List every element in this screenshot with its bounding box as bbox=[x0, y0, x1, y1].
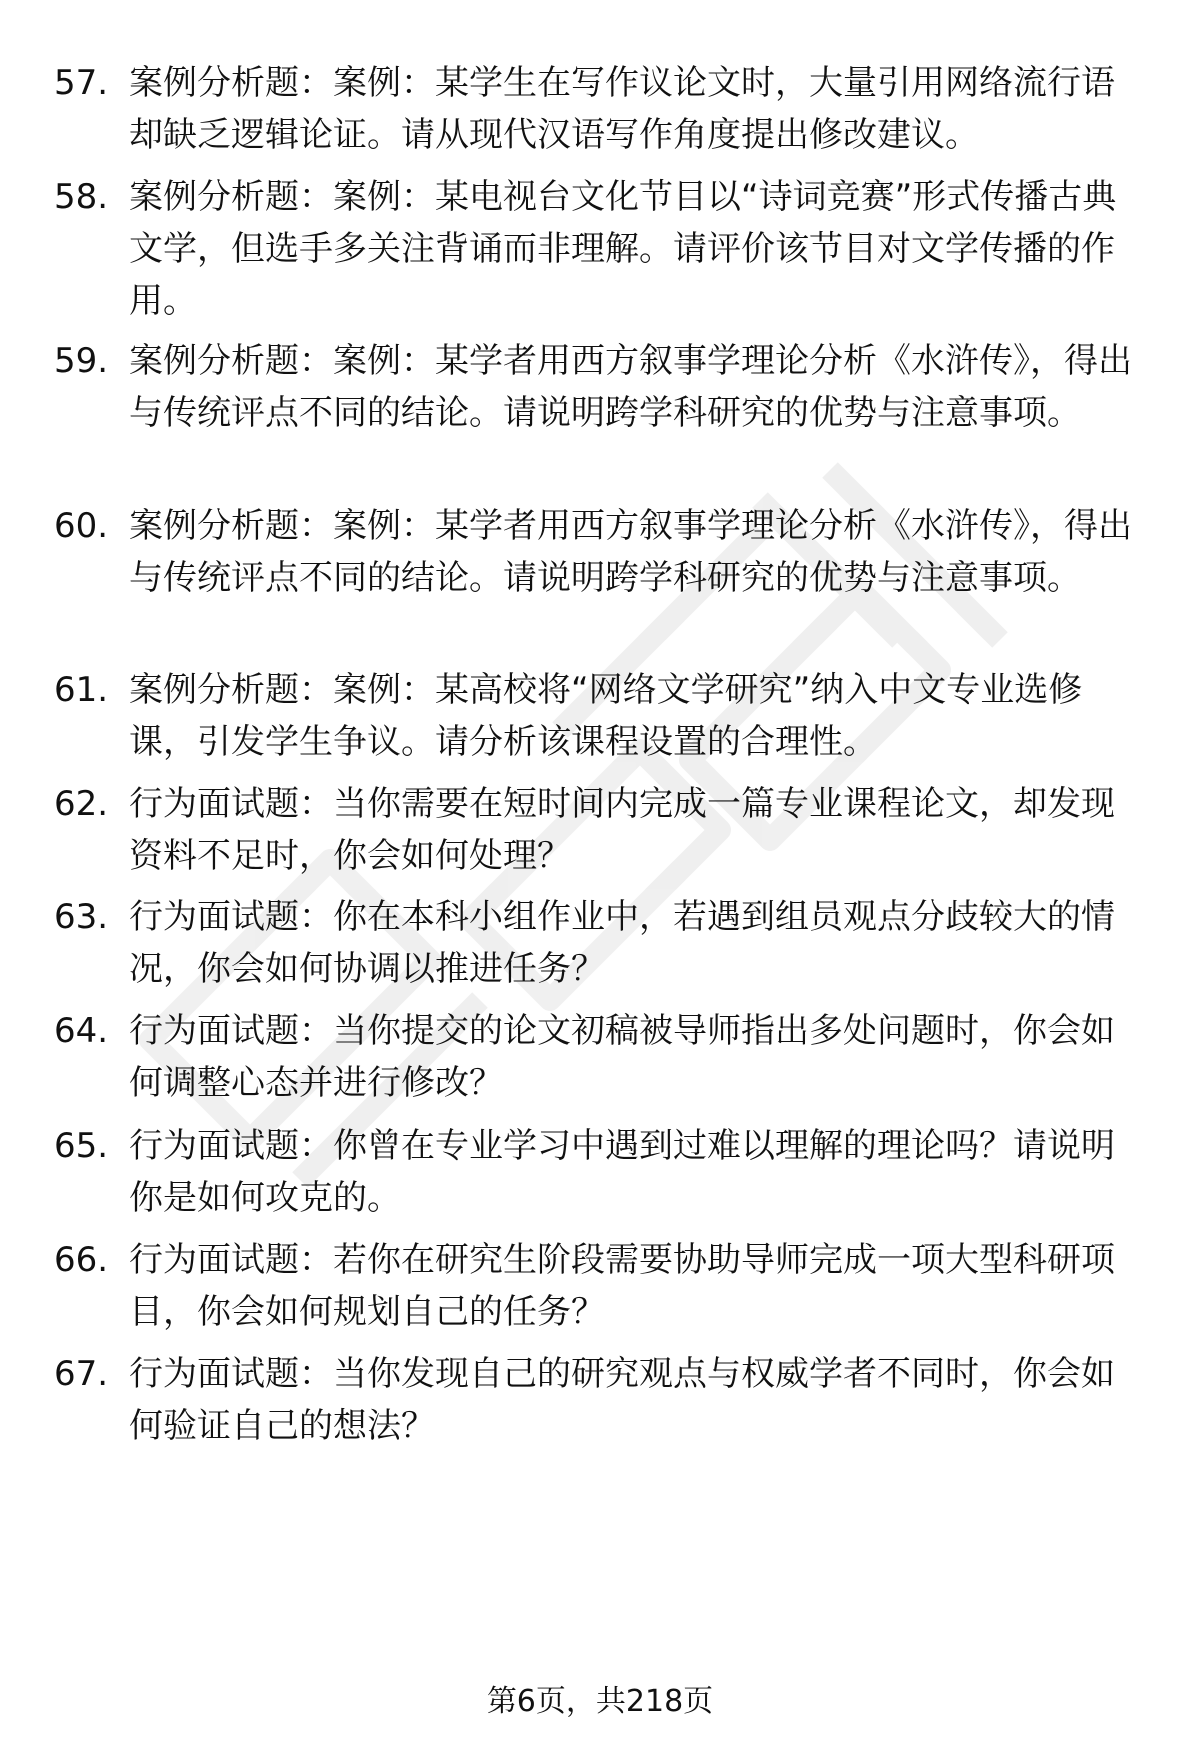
question-text: 案例分析题：案例：某学者用西方叙事学理论分析《水浒传》，得出与传统评点不同的结论。请说明跨学科研究的优势与注意事项。 bbox=[129, 506, 1132, 598]
question-text: 行为面试题：当你发现自己的研究观点与权威学者不同时，你会如何验证自己的想法？ bbox=[129, 1354, 1115, 1446]
page-number-footer: 第6页，共218页 bbox=[486, 1684, 714, 1719]
question-text: 行为面试题：当你需要在短时间内完成一篇专业课程论文，却发现资料不足时，你会如何处理？ bbox=[129, 784, 1115, 876]
question-number: 64. bbox=[54, 1011, 109, 1051]
question-text: 案例分析题：案例：某学生在写作议论文时，大量引用网络流行语却缺乏逻辑论证。请从现代汉语写作角度提出修改建议。 bbox=[129, 63, 1115, 155]
question-number: 60. bbox=[54, 506, 109, 546]
question-number: 67. bbox=[54, 1354, 109, 1394]
question-text: 行为面试题：你在本科小组作业中，若遇到组员观点分歧较大的情况，你会如何协调以推进任务？ bbox=[129, 897, 1115, 989]
question-text: 案例分析题：案例：某学者用西方叙事学理论分析《水浒传》，得出与传统评点不同的结论。请说明跨学科研究的优势与注意事项。 bbox=[129, 341, 1132, 433]
question-number: 58. bbox=[54, 177, 109, 217]
question-text: 行为面试题：当你提交的论文初稿被导师指出多处问题时，你会如何调整心态并进行修改？ bbox=[129, 1011, 1115, 1103]
question-number: 62. bbox=[54, 784, 109, 824]
question-text: 行为面试题：你曾在专业学习中遇到过难以理解的理论吗？请说明你是如何攻克的。 bbox=[129, 1126, 1115, 1218]
question-text: 行为面试题：若你在研究生阶段需要协助导师完成一项大型科研项目，你会如何规划自己的任务？ bbox=[129, 1240, 1115, 1332]
question-number: 61. bbox=[54, 670, 109, 710]
question-number: 59. bbox=[54, 341, 109, 381]
question-text: 案例分析题：案例：某电视台文化节目以“诗词竞赛”形式传播古典文学，但选手多关注背诵而非理解。请评价该节目对文学传播的作用。 bbox=[129, 177, 1117, 321]
question-number: 57. bbox=[54, 63, 109, 103]
question-number: 65. bbox=[54, 1126, 109, 1166]
question-number: 66. bbox=[54, 1240, 109, 1280]
question-text: 案例分析题：案例：某高校将“网络文学研究”纳入中文专业选修课，引发学生争议。请分析该课程设置的合理性。 bbox=[129, 670, 1083, 762]
question-number: 63. bbox=[54, 897, 109, 937]
